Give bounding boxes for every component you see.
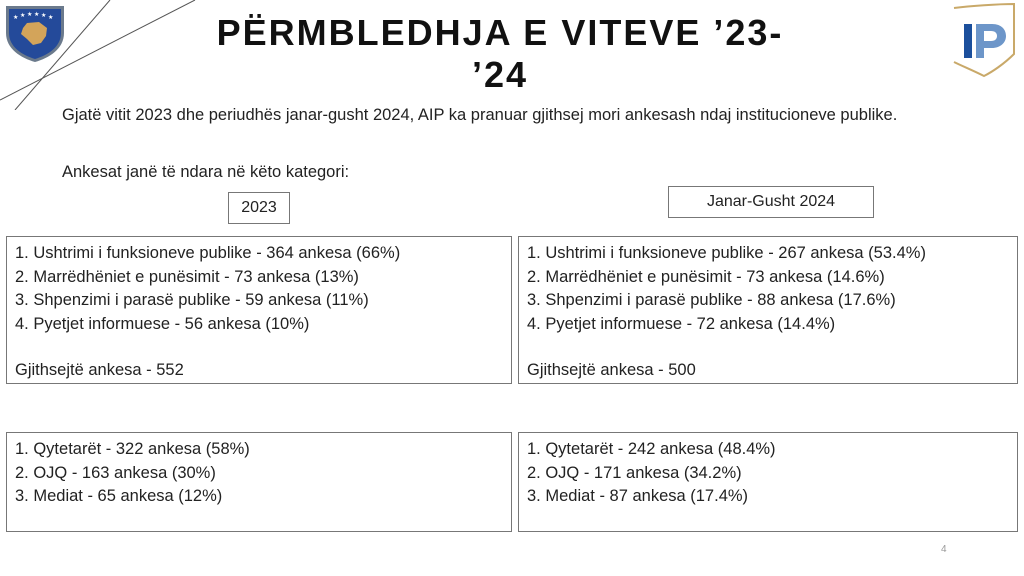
total-complaints: Gjithsejtë ankesa - 500 [527,361,696,379]
categories-intro: Ankesat janë të ndara në këto kategori: [62,163,350,181]
kosovo-emblem-icon [3,3,67,63]
list-item: 2. Marrëdhëniet e punësimit - 73 ankesa (13%) [15,267,359,286]
sources-box-2023 [6,432,512,532]
page-number: 4 [941,544,947,555]
period-label-2023: 2023 [228,192,290,224]
svg-text:★: ★ [20,12,26,19]
list-item: 1. Ushtrimi i funksioneve publike - 364 ankesa (66%) [15,244,401,262]
categories-box-2023 [6,236,512,384]
title-line-1: PËRMBLEDHJA E VITEVE ’23- [216,12,784,53]
list-item: 3. Mediat - 65 ankesa (12%) [15,487,223,505]
categories-box-2024 [518,236,1018,384]
list-item: 4. Pyetjet informuese - 72 ankesa (14.4%) [527,314,836,333]
list-item: 2. OJQ - 163 ankesa (30%) [15,463,216,482]
list-item: 3. Shpenzimi i parasë publike - 59 ankesa (11%) [15,291,369,309]
list-item: 1. Qytetarët - 322 ankesa (58%) [15,440,250,458]
period-label-2024: Janar-Gusht 2024 [668,186,874,218]
list-item: 3. Mediat - 87 ankesa (17.4%) [527,487,749,505]
list-item: 1. Qytetarët - 242 ankesa (48.4%) [527,440,776,458]
list-item: 1. Ushtrimi i funksioneve publike - 267 ankesa (53.4%) [527,244,926,262]
svg-text:★: ★ [27,11,33,18]
page-title [180,12,820,96]
list-item: 3. Shpenzimi i parasë publike - 88 ankesa (17.6%) [527,291,896,309]
list-item: 2. Marrëdhëniet e punësimit - 73 ankesa (14.6%) [527,267,885,286]
list-item: 4. Pyetjet informuese - 56 ankesa (10%) [15,314,310,333]
title-line-2: ’24 [471,54,529,95]
svg-text:★: ★ [34,11,40,18]
svg-text:★: ★ [48,14,54,21]
sources-box-2024 [518,432,1018,532]
svg-text:★: ★ [41,12,47,19]
ip-logo-icon [950,2,1018,78]
list-item: 2. OJQ - 171 ankesa (34.2%) [527,463,742,482]
svg-text:★: ★ [13,14,19,21]
intro-paragraph: Gjatë vitit 2023 dhe periudhës janar-gusht 2024, AIP ka pranuar gjithsej mori ankesash ndaj institucioneve publike. [62,106,898,124]
total-complaints: Gjithsejtë ankesa - 552 [15,361,184,379]
